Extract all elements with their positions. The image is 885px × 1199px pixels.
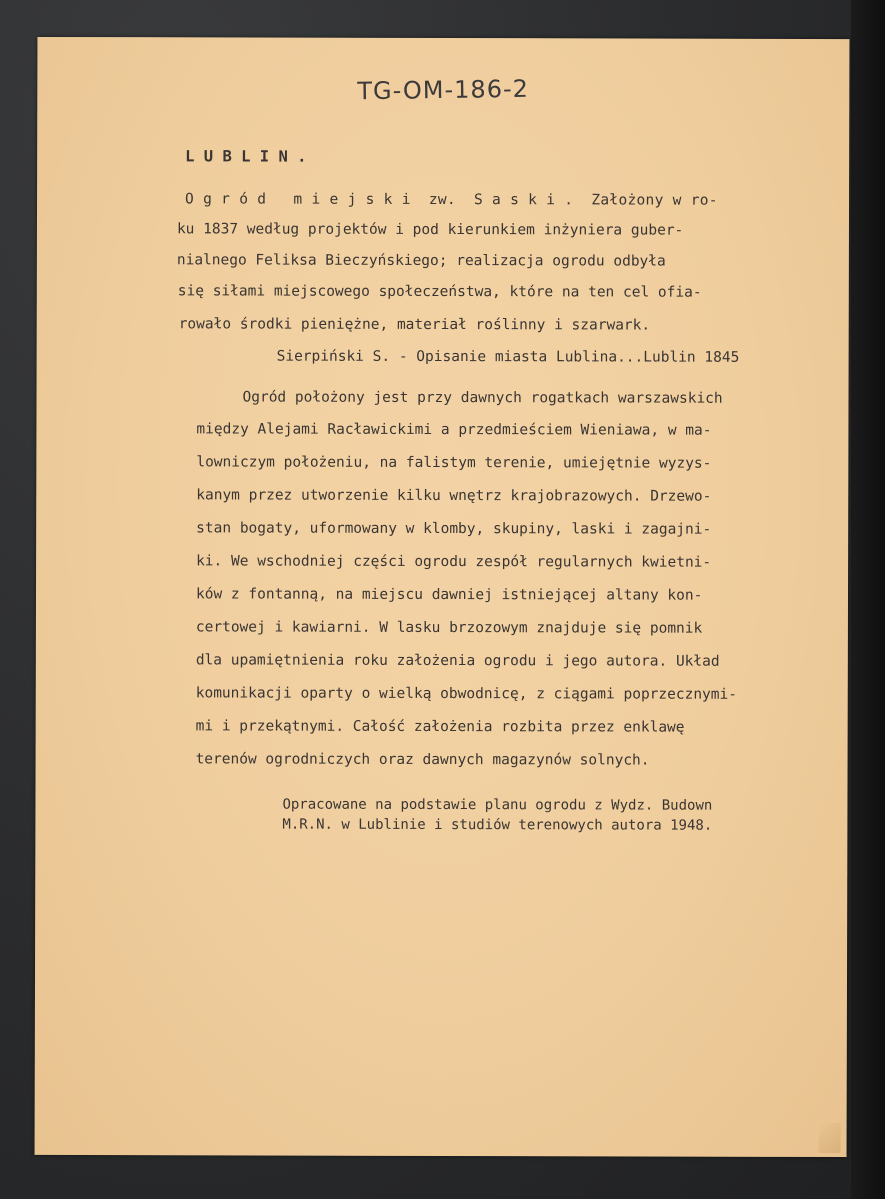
text-line: między Alejami Racławickimi a przedmieściem Wieniawa, w ma- [196,421,712,439]
catalog-number: TG-OM-186-2 [357,74,530,106]
text-line: rowało środki pieniężne, materiał roślinny i szarwark. [178,316,651,334]
text-line: certowej i kawiarni. W lasku brzozowym znajduje się pomnik [195,619,703,637]
text-line: ku 1837 według projektów i pod kierunkiem inżyniera guber- [176,221,684,239]
text-line: mi i przekątnymi. Całość założenia rozbita przez enklawę [195,718,685,736]
text-line: terenów ogrodniczych oraz dawnych magazynów solnych. [195,751,650,769]
text-line: ki. We wschodniej części ogrodu zespół regularnych kwietni- [196,553,712,571]
page-corner-fold [819,1123,841,1153]
text-line: komunikacji oparty o wielką obwodnicę, z ciągami poprzecznymi- [195,685,738,703]
source-note-line: M.R.N. w Lublinie i studiów terenowych autora 1948. [282,816,713,834]
text-line: ków z fontanną, na miejscu dawniej istniejącej altany kon- [195,586,703,604]
text-line: nialnego Feliksa Bieczyńskiego; realizacja ogrodu odbyła [176,252,666,270]
text-line: Ogród położony jest przy dawnych rogatkach warszawskich [242,389,723,407]
text-line: się siłami miejscowego społeczeństwa, które na ten cel ofia- [177,283,702,301]
text-line: dla upamiętnienia roku założenia ogrodu i jego autora. Układ [195,652,720,670]
scanner-edge [851,0,885,1199]
citation-line: Sierpiński S. - Opisanie miasta Lublina...Lublin 1845 [276,348,740,366]
page-title: L U B L I N . [185,147,307,166]
text-line: O g r ó d m i e j s k i zw. S a s k i . Założony w ro- [185,191,718,209]
text-line: kanym przez utworzenie kilku wnętrz krajobrazowych. Drzewo- [196,487,712,505]
source-note-line: Opracowane na podstawie planu ogrodu z Wydz. Budown [282,796,713,814]
text-line: stan bogaty, uformowany w klomby, skupiny, laski i zagajni- [196,520,712,538]
text-line: lowniczym położeniu, na falistym terenie, umiejętnie wyzys- [196,454,712,472]
document-page [35,37,850,1157]
